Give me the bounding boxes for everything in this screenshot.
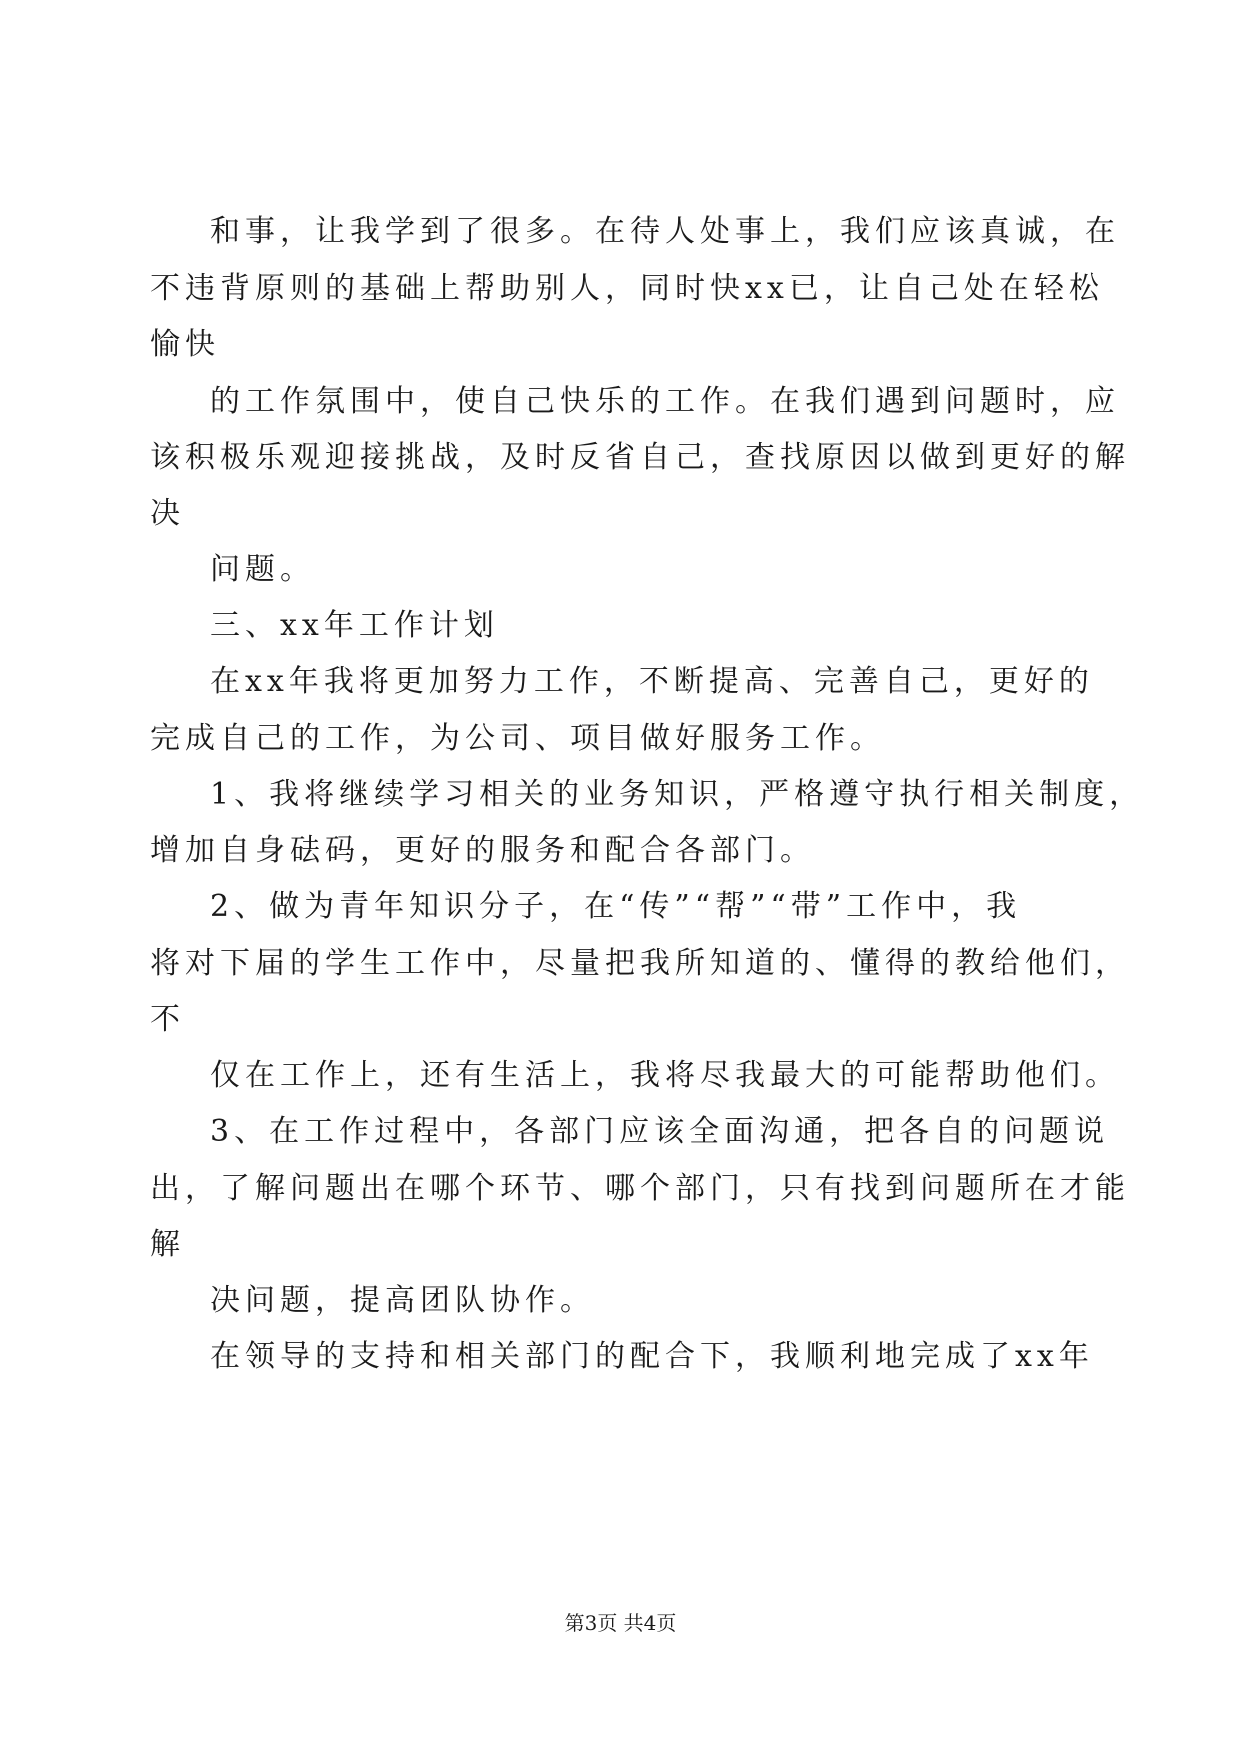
text-line: 的工作氛围中，使自己快乐的工作。在我们遇到问题时，应 (210, 384, 1120, 419)
text-line: 解 (150, 1227, 185, 1262)
text-line: 决 (150, 496, 185, 531)
text-line: 愉快 (150, 327, 220, 362)
text-line: 出，了解问题出在哪个环节、哪个部门，只有找到问题所在才能 (150, 1171, 1130, 1206)
text-line: 在领导的支持和相关部门的配合下，我顺利地完成了xx年 (210, 1339, 1094, 1374)
section-heading: 三、xx年工作计划 (210, 608, 499, 643)
text-line: 决问题，提高团队协作。 (210, 1283, 595, 1318)
list-item-1: 1、我将继续学习相关的业务知识，严格遵守执行相关制度， (210, 777, 1145, 812)
page-footer: 第3页 共4页 (564, 1611, 677, 1635)
text-line: 仅在工作上，还有生活上，我将尽我最大的可能帮助他们。 (210, 1058, 1120, 1093)
text-line: 问题。 (210, 552, 315, 587)
text-line: 不违背原则的基础上帮助别人，同时快xx已，让自己处在轻松 (150, 271, 1104, 306)
text-line: 该积极乐观迎接挑战，及时反省自己，查找原因以做到更好的解 (150, 440, 1130, 475)
text-line: 完成自己的工作，为公司、项目做好服务工作。 (150, 721, 885, 756)
text-line: 不 (150, 1002, 185, 1037)
list-item-3: 3、在工作过程中，各部门应该全面沟通，把各自的问题说 (210, 1114, 1110, 1149)
text-line: 增加自身砝码，更好的服务和配合各部门。 (150, 833, 815, 868)
text-line: 在xx年我将更加努力工作，不断提高、完善自己，更好的 (210, 664, 1094, 699)
text-line: 将对下届的学生工作中，尽量把我所知道的、懂得的教给他们， (150, 946, 1130, 981)
text-line: 和事，让我学到了很多。在待人处事上，我们应该真诚，在 (210, 214, 1120, 249)
list-item-2: 2、做为青年知识分子，在“传”“帮”“带”工作中，我 (210, 889, 1022, 924)
